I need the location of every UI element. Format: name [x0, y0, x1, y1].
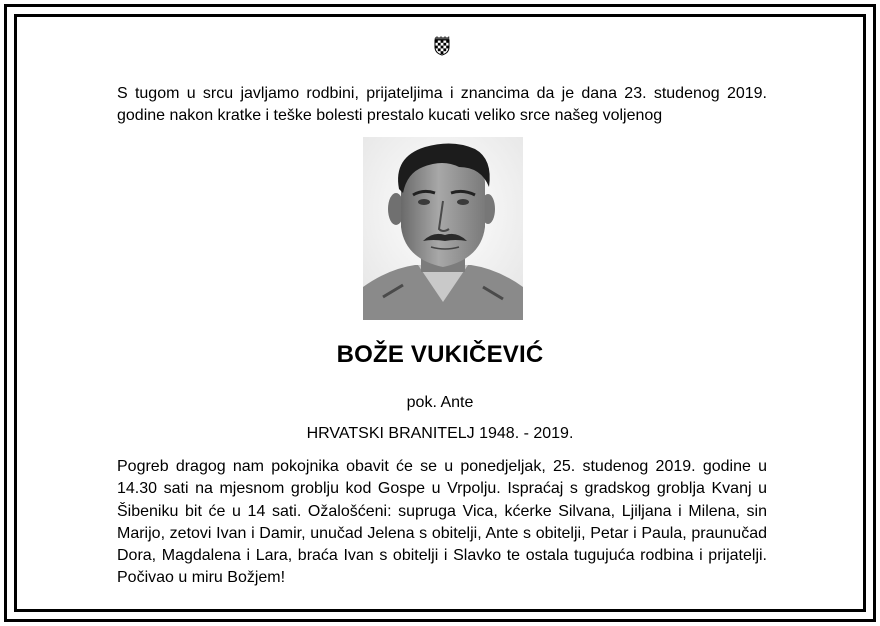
- intro-line-2: godine nakon kratke i teške bolesti prestalo kucati veliko srce našeg voljenog: [117, 107, 663, 125]
- father-name: pok. Ante: [406, 394, 474, 411]
- funeral-details: Pogreb dragog nam pokojnika obavit će se u ponedjeljak, 25. studenog 2019. godine u 14.30 sati na mjesnom groblju kod Gospe u Vrpolju. Ispraćaj s gradskog groblja Kvanj u Šibeniku bit će u 14 sati. Ožalošćeni: supruga Vica, kćerke Silvana, Ljiljana i Milena, sin Marijo, zetovi Ivan i Damir, unučad Jelena s obitelji, Ante s obitelji, Petar i Paula, praunučad Dora, Magdalena i Lara, braća Ivan s obitelji i Slavko te ostala tugujuća rodbina i prijatelji. Počivao u miru Božjem!: [117, 458, 767, 587]
- croatian-coat-of-arms-icon: [434, 36, 450, 56]
- intro-line-1: S tugom u srcu javljamo rodbini, prijateljima i znancima da je dana 23. studenog 2019.: [117, 85, 767, 102]
- deceased-name: BOŽE VUKIČEVIĆ: [336, 341, 544, 368]
- veteran-years: HRVATSKI BRANITELJ 1948. - 2019.: [306, 425, 574, 442]
- intro-text: [117, 83, 767, 128]
- portrait-photo: [363, 137, 523, 320]
